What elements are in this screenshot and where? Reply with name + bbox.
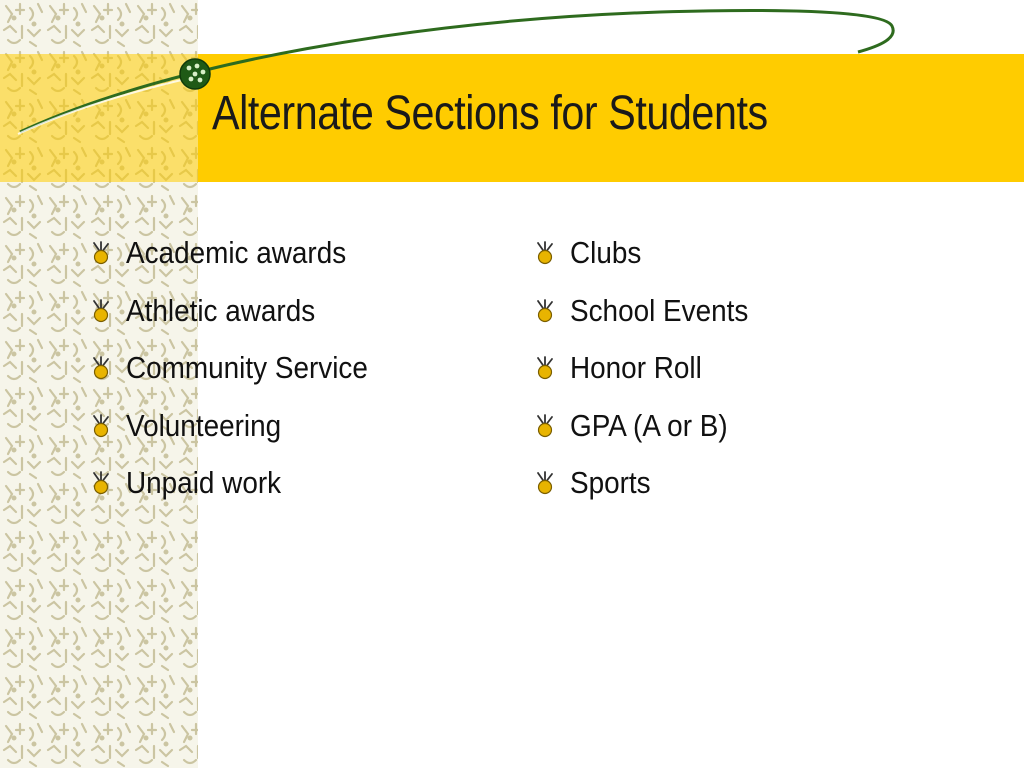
sprout-bullet-icon	[532, 413, 558, 439]
sprout-bullet-icon	[532, 355, 558, 381]
bullet-text: School Events	[570, 292, 749, 328]
sprout-bullet-icon	[88, 355, 114, 381]
bullet-list-left	[88, 230, 395, 518]
bullet-text: GPA (A or B)	[570, 407, 728, 443]
bullet-text: Volunteering	[126, 407, 282, 443]
bullet-text: Honor Roll	[570, 350, 702, 385]
sprout-bullet-icon	[532, 298, 558, 324]
sprout-bullet-icon	[532, 470, 558, 496]
list-item	[532, 403, 768, 461]
bullet-text: Community Service	[126, 350, 368, 385]
list-item	[88, 345, 395, 403]
list-item	[532, 288, 768, 346]
sprout-bullet-icon	[88, 470, 114, 496]
bullet-text: Unpaid work	[126, 465, 282, 500]
green-dotted-circle-icon	[180, 59, 210, 89]
bullet-text: Academic awards	[126, 235, 347, 270]
list-item	[532, 345, 768, 403]
bullet-text: Clubs	[570, 235, 642, 270]
slide-title: Alternate Sections for Students	[212, 87, 768, 140]
sprout-bullet-icon	[532, 240, 558, 266]
sprout-bullet-icon	[88, 298, 114, 324]
list-item	[88, 460, 395, 518]
list-item	[532, 230, 768, 288]
sprout-bullet-icon	[88, 240, 114, 266]
bullet-list-right	[532, 230, 768, 518]
list-item	[88, 403, 395, 461]
bullet-text: Sports	[570, 465, 651, 500]
list-item	[88, 230, 395, 288]
bullet-text: Athletic awards	[126, 292, 316, 328]
list-item	[532, 460, 768, 518]
sprout-bullet-icon	[88, 413, 114, 439]
list-item	[88, 288, 395, 346]
